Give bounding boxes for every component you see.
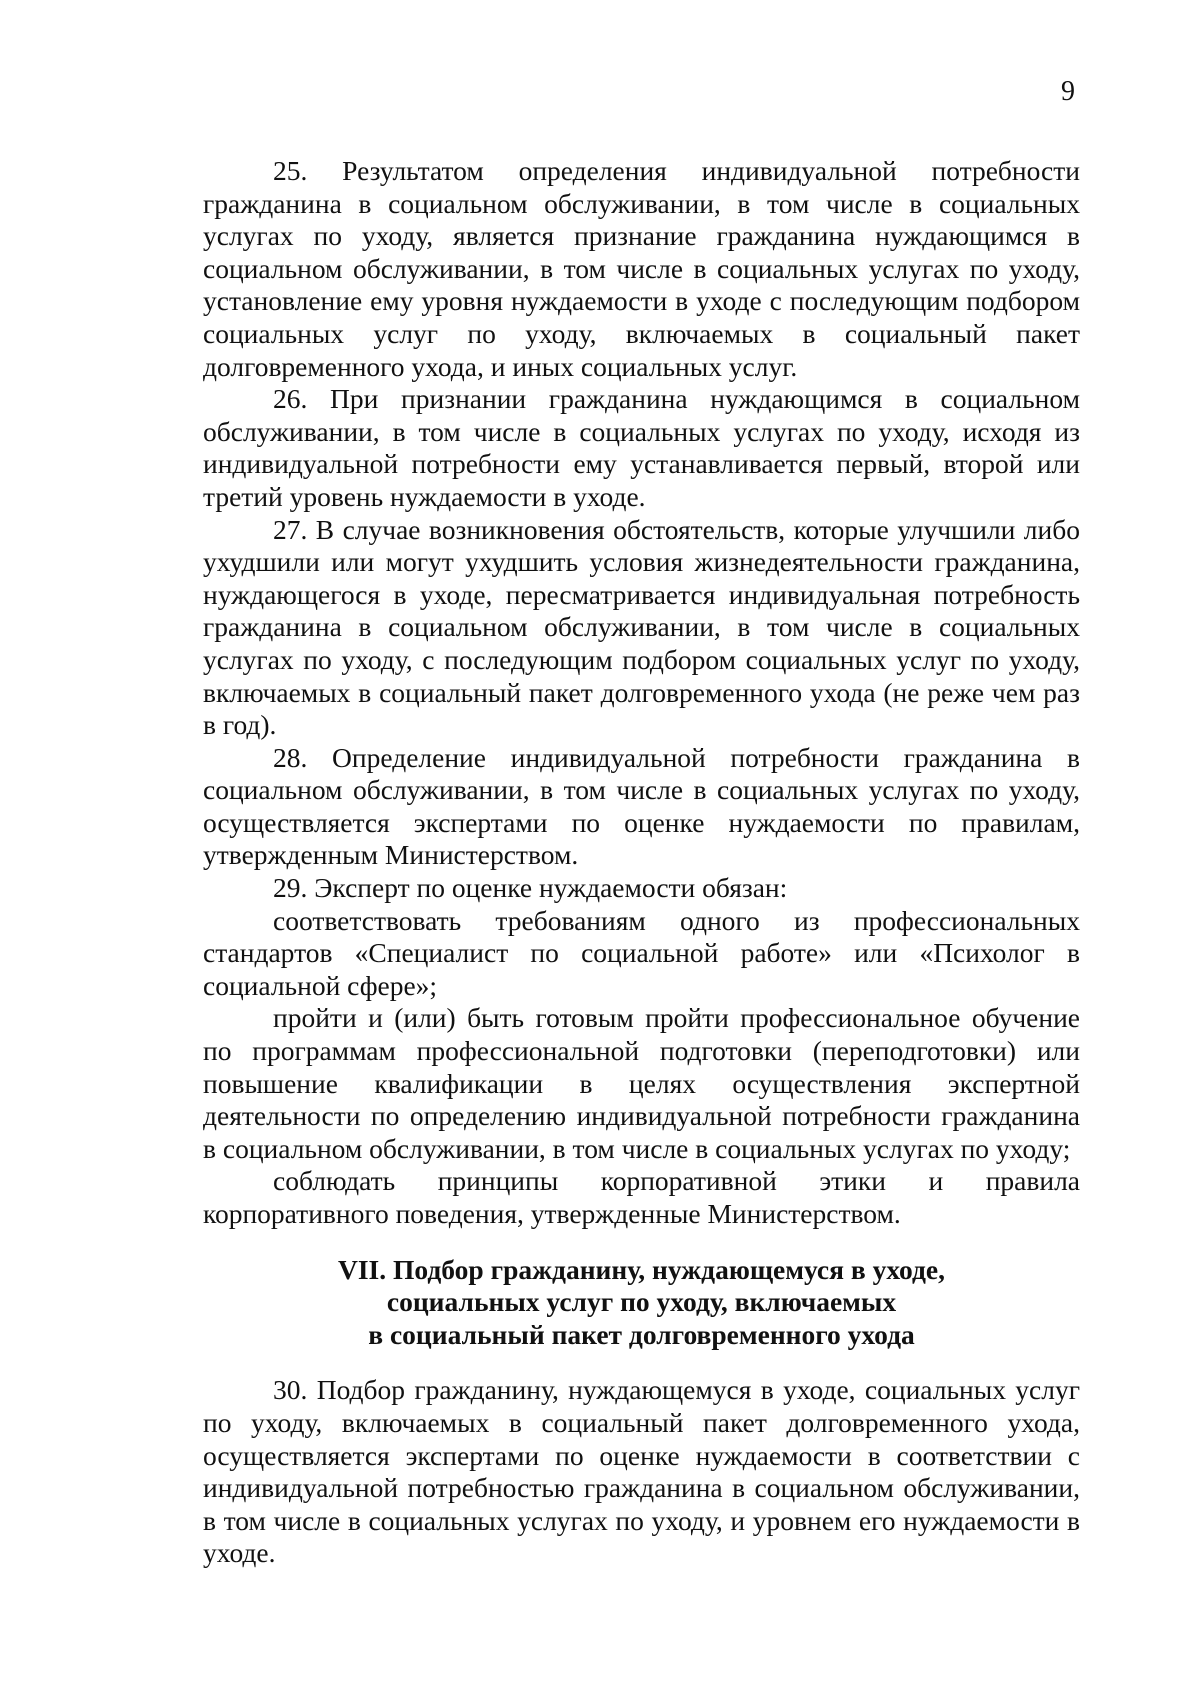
paragraph-26: 26. При признании гражданина нуждающимся в социальном обслуживании, в том числе в социальных услугах по уходу, исходя из индивидуальной потребности ему устанавливается первый, второй или третий уровень нуждаемости в уходе.: [203, 383, 1080, 512]
page-number: 9: [1061, 76, 1075, 107]
paragraph-29-item-1: соответствовать требованиям одного из профессиональных стандартов «Специалист по социальной работе» или «Психолог в социальной сфере»;: [203, 904, 1080, 1001]
paragraph-25: 25. Результатом определения индивидуальной потребности гражданина в социальном обслуживании, в том числе в социальных услугах по уходу, является признание гражданина нуждающимся в социальном обслуживании, в том числе в социальных услугах по уходу, установление ему уровня нуждаемости в уходе с последующим подбором социальных услуг по уходу, включаемых в социальный пакет долговременного ухода, и иных социальных услуг.: [203, 155, 1080, 382]
page-body: [203, 155, 1080, 1570]
paragraph-27: 27. В случае возникновения обстоятельств, которые улучшили либо ухудшили или могут ухудшить условия жизнедеятельности гражданина, нуждающегося в уходе, пересматривается индивидуальная потребность гражданина в социальном обслуживании, в том числе в социальных услугах по уходу, с последующим подбором социальных услуг по уходу, включаемых в социальный пакет долговременного ухода (не реже чем раз в год).: [203, 513, 1080, 741]
paragraph-28: 28. Определение индивидуальной потребности гражданина в социальном обслуживании, в том числе в социальных услугах по уходу, осуществляется экспертами по оценке нуждаемости по правилам, утвержденным Министерством.: [203, 741, 1080, 871]
paragraph-29-item-3: соблюдать принципы корпоративной этики и правила корпоративного поведения, утвержденные Министерством.: [203, 1165, 1080, 1229]
section-heading: [203, 1254, 1080, 1352]
section-heading-line-2: социальных услуг по уходу, включаемых: [386, 1286, 897, 1318]
section-heading-line-1: VII. Подбор гражданину, нуждающемуся в уходе,: [338, 1253, 945, 1285]
paragraph-29-item-2: пройти и (или) быть готовым пройти профессиональное обучение по программам профессиональной подготовки (переподготовки) или повышение квалификации в целях осуществления экспертной деятельности по определению индивидуальной потребности гражданина в социальном обслуживании, в том числе в социальных услугах по уходу;: [203, 1002, 1080, 1164]
paragraph-29: 29. Эксперт по оценке нуждаемости обязан:: [273, 872, 788, 904]
paragraph-30: 30. Подбор гражданину, нуждающемуся в уходе, социальных услуг по уходу, включаемых в социальный пакет долговременного ухода, осуществляется экспертами по оценке нуждаемости в соответствии с индивидуальной потребностью гражданина в социальном обслуживании, в том числе в социальных услугах по уходу, и уровнем его нуждаемости в уходе.: [203, 1374, 1080, 1569]
section-heading-line-3: в социальный пакет долговременного ухода: [368, 1318, 915, 1350]
